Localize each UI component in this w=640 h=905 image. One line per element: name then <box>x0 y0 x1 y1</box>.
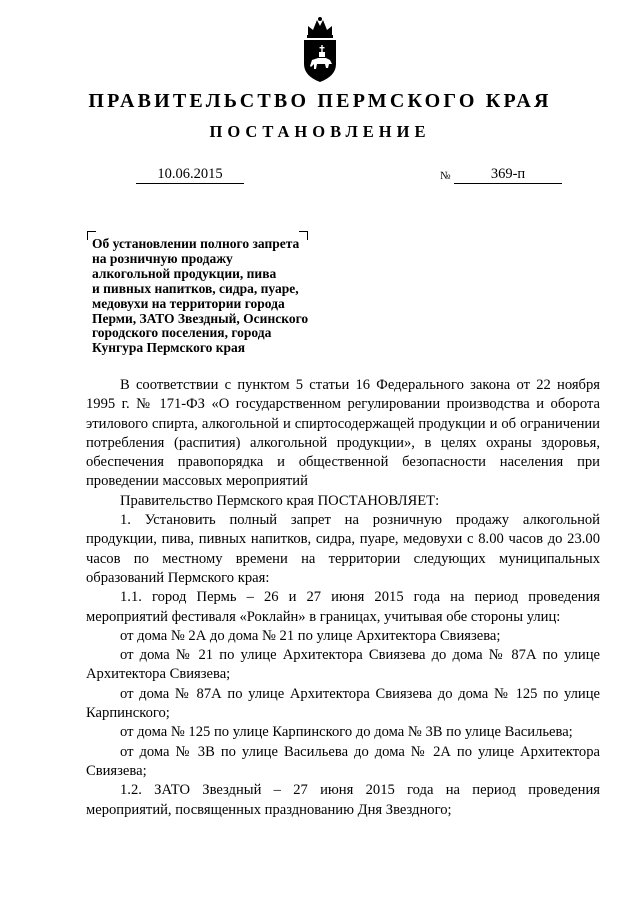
subject-line: и пивных напитков, сидра, пуаре, <box>92 280 299 296</box>
subject-line: алкогольной продукции, пива <box>92 265 277 281</box>
paragraph-boundary: от дома № 125 по улице Карпинского до дома № 3В по улице Васильева; <box>120 724 573 741</box>
document-body <box>86 376 600 820</box>
paragraph-resolves: Правительство Пермского края ПОСТАНОВЛЯЕТ: <box>120 492 440 509</box>
paragraph-boundary: от дома № 87А по улице Архитектора Свиязева до дома № 125 по улице Карпинского; <box>86 685 600 722</box>
paragraph-boundary: от дома № 3В по улице Васильева до дома № 2А по улице Архитектора Свиязева; <box>86 743 600 779</box>
paragraph-boundary: от дома № 2А до дома № 21 по улице Архитектора Свиязева; <box>120 627 501 644</box>
subject-line: Об установлении полного запрета <box>92 236 300 251</box>
paragraph-item-1: 1. Установить полный запрет на розничную продажу алкогольной продукции, пива, пивных напитков, сидра, пуаре, медовухи с 8.00 часов до 23.00 часов по местному времени на территории следующих муниципальных образований Пермского края: <box>86 512 600 586</box>
subject-line: Кунгура Пермского края <box>92 340 246 356</box>
paragraph-item-1-2: 1.2. ЗАТО Звездный – 27 июня 2015 года на период проведения мероприятий, посвященных празднованию Дня Звездного; <box>86 782 600 818</box>
document-type: ПОСТАНОВЛЕНИЕ <box>209 122 431 141</box>
subject-line: на розничную продажу <box>92 250 233 266</box>
paragraph-boundary: от дома № 21 по улице Архитектора Свиязева до дома № 87А по улице Архитектора Свиязева; <box>86 647 600 683</box>
number-label: № <box>440 170 451 182</box>
subject-line: городского поселения, города <box>92 325 272 341</box>
document-number: 369-п <box>454 165 562 184</box>
subject-line: Перми, ЗАТО Звездный, Осинского <box>92 310 309 326</box>
paragraph-item-1-1: 1.1. город Пермь – 26 и 27 июня 2015 года на период проведения мероприятий фестиваля «Роклайн» в границах, учитывая обе стороны улиц: <box>86 589 600 625</box>
subject-line: медовухи на территории города <box>92 295 285 311</box>
document-subject <box>92 237 352 356</box>
paragraph-preamble: В соответствии с пунктом 5 статьи 16 Федерального закона от 22 ноября 1995 г. № 171-ФЗ «О государственном регулировании производства и оборота этилового спирта, алкогольной и спиртосодержащей продукции и об ограничении потребления (распития) алкогольной продукции», в целях охраны здоровья, обеспечения правопорядка и общественной безопасности населения при проведении массовых мероприятий <box>86 377 600 490</box>
coat-of-arms-icon <box>298 14 342 84</box>
document-date: 10.06.2015 <box>136 165 244 184</box>
government-title: ПРАВИТЕЛЬСТВО ПЕРМСКОГО КРАЯ <box>88 90 552 112</box>
